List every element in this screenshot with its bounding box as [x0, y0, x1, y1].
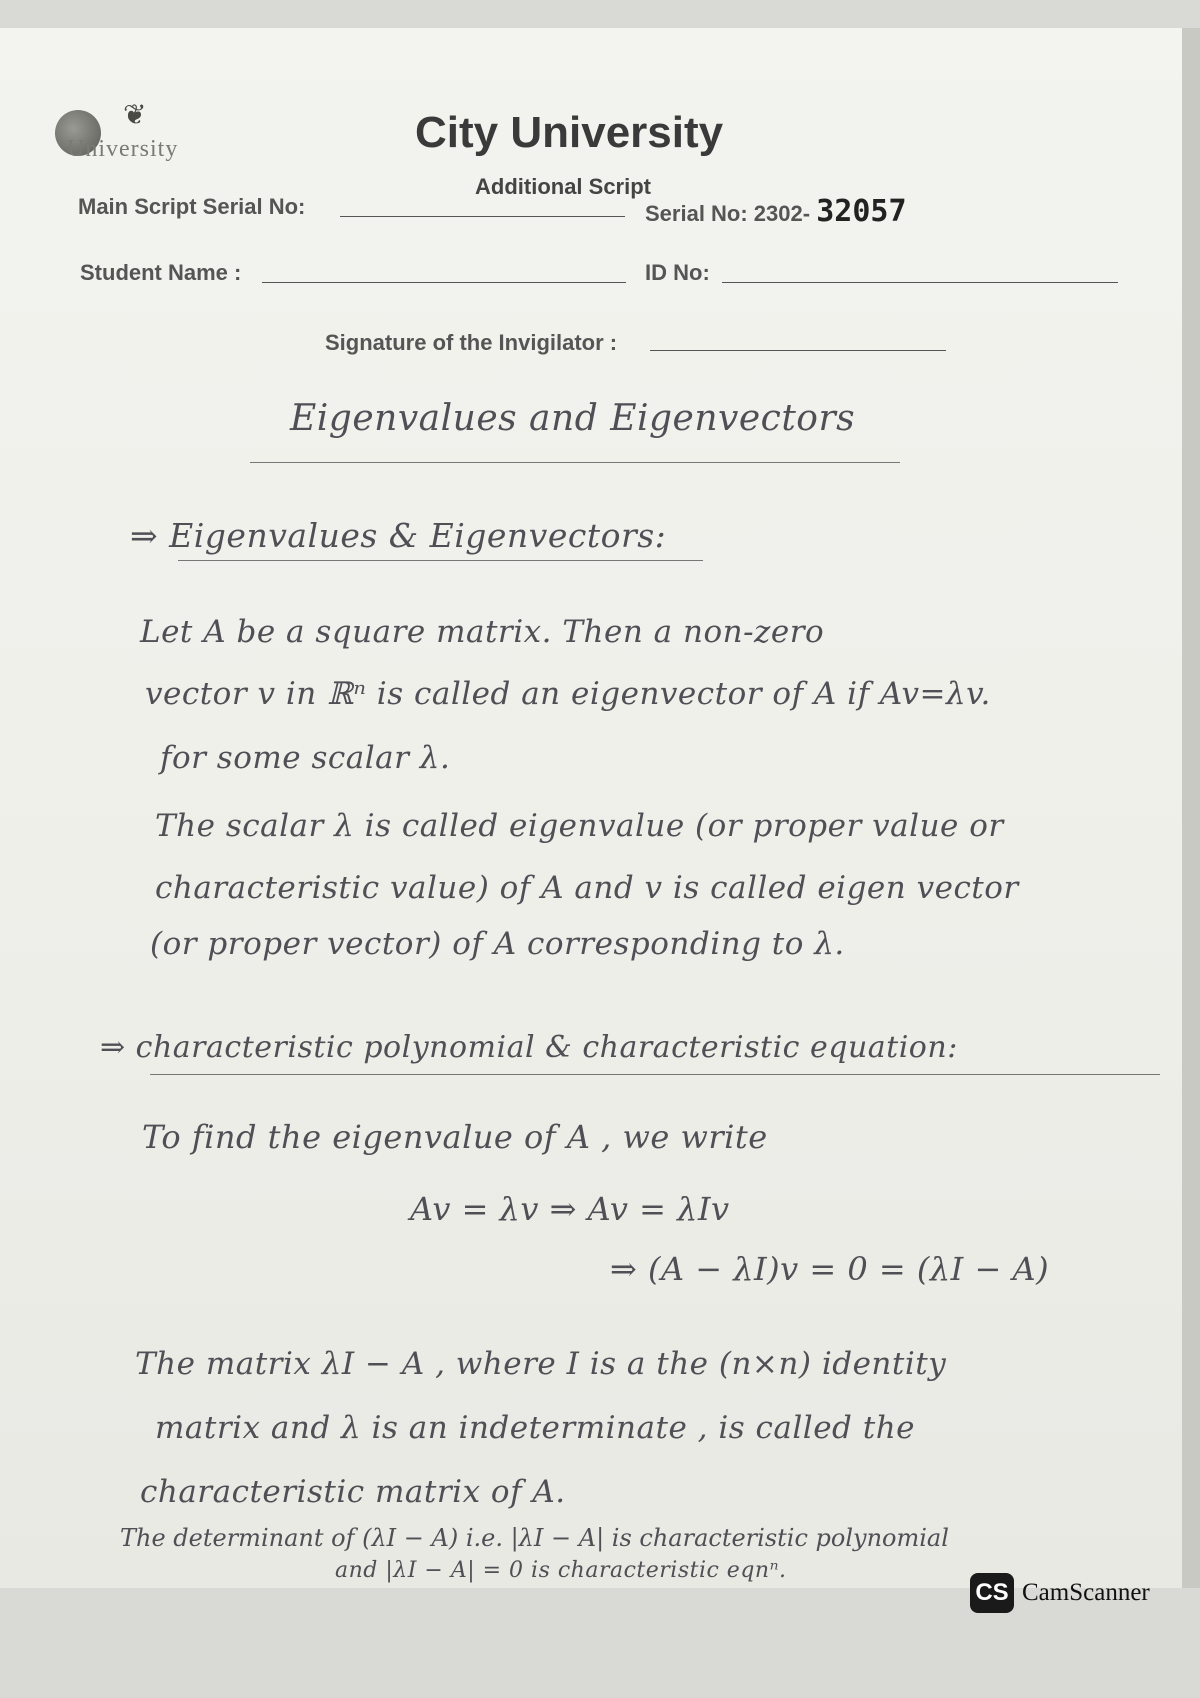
student-name-label: Student Name : — [80, 260, 242, 285]
id-label: ID No: — [645, 260, 710, 285]
section2-line: Av = λv ⇒ Av = λIv — [410, 1190, 730, 1228]
section2-line: To find the eigenvalue of A , we write — [142, 1118, 768, 1156]
main-script-label: Main Script Serial No: — [78, 194, 306, 219]
section1-line: for some scalar λ. — [160, 740, 451, 776]
section1-heading: ⇒ Eigenvalues & Eigenvectors: — [130, 516, 667, 555]
section1-line: Let A be a square matrix. Then a non-zero — [140, 614, 825, 650]
section1-underline — [178, 560, 703, 561]
leaf-icon: ❦ — [123, 99, 147, 130]
section1-line: The scalar λ is called eigenvalue (or proper value or — [155, 808, 1004, 844]
main-script-line — [340, 216, 625, 217]
page-title: City University — [415, 108, 724, 157]
section1-line: vector v in ℝⁿ is called an eigenvector of A if Av=λv. — [145, 676, 991, 712]
student-name-line — [262, 282, 626, 283]
section1-line: characteristic value) of A and v is called eigen vector — [155, 870, 1019, 906]
camscanner-watermark — [970, 1572, 1150, 1614]
heading-underline — [250, 462, 900, 463]
section1-line: (or proper vector) of A corresponding to λ. — [150, 926, 845, 962]
serial-number: 32057 — [816, 194, 907, 229]
section3-line: The determinant of (λI − A) i.e. |λI − A| is characteristic polynomial — [120, 1524, 949, 1552]
serial-label — [645, 194, 907, 229]
section2-underline — [150, 1074, 1160, 1075]
section2-line: ⇒ (A − λI)v = 0 = (λI − A) — [610, 1250, 1050, 1288]
section3-line: matrix and λ is an indeterminate , is called the — [155, 1410, 916, 1446]
page-subtitle: Additional Script — [475, 174, 651, 199]
serial-prefix: Serial No: 2302- — [645, 201, 811, 226]
id-line — [722, 282, 1118, 283]
university-logo — [55, 98, 185, 168]
section3-line: and |λI − A| = 0 is characteristic eqnⁿ. — [335, 1558, 787, 1583]
notes-heading: Eigenvalues and Eigenvectors — [290, 398, 856, 439]
script-page — [0, 28, 1200, 1588]
logo-text: University — [67, 136, 179, 162]
camscanner-icon: CS — [970, 1573, 1014, 1613]
signature-label: Signature of the Invigilator : — [325, 330, 618, 355]
camscanner-label: CamScanner — [1022, 1579, 1150, 1606]
section2-heading: ⇒ characteristic polynomial & characteristic equation: — [100, 1030, 958, 1065]
section3-line: characteristic matrix of A. — [140, 1474, 566, 1510]
section3-line: The matrix λI − A , where I is a the (n×n) identity — [135, 1346, 947, 1382]
signature-line — [650, 350, 946, 351]
